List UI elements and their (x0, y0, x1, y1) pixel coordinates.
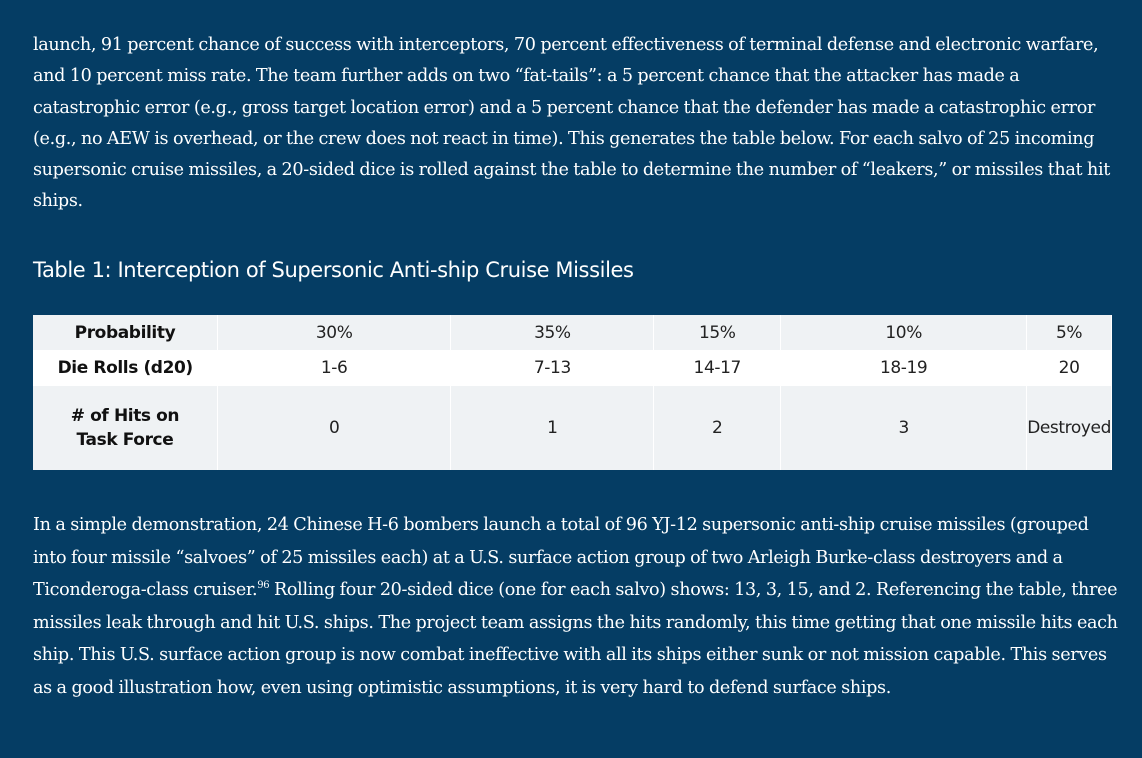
table-cell: 7-13 (533, 358, 571, 378)
table-cell: 20 (1058, 358, 1080, 378)
table-cell: 30% (217, 315, 450, 350)
table-cell: 15% (654, 315, 781, 350)
footnote-ref[interactable]: 96 (257, 580, 270, 592)
table-row-hits (33, 386, 1112, 470)
table-cell: 5% (1027, 315, 1112, 350)
paragraph-text: In a simple demonstration, 24 Chinese H-6 bombers launch a total of 96 YJ-12 supersonic anti-ship cruise missiles (grouped into four missile “salvoes” of 25 missiles each) at a U.S. surface action group of two Arleigh Burke-class destroyers and a Ticonderoga-class cruiser. (33, 515, 1089, 601)
table-cell: 1-6 (320, 358, 348, 378)
paragraph-text: Rolling four 20-sided dice (one for each salvo) shows: 13, 3, 15, and 2. Referencing the table, three missiles leak through and hit U.S. ships. The project team assigns the hits randomly, this time getting that one missile hits each ship. This U.S. surface action group is now combat ineffective with all its ships either sunk or not mission capable. This serves as a good illustration how, even using optimistic assumptions, it is very hard to defend surface ships. (33, 580, 1118, 698)
table-cell: 3 (781, 386, 1027, 470)
interception-table (33, 315, 1112, 470)
table-cell: 18-19 (879, 358, 928, 378)
table-cell: Destroyed (1027, 386, 1112, 470)
row-header: # of Hits on Task Force (33, 386, 217, 470)
table-cell: 0 (217, 386, 450, 470)
table-cell: 35% (451, 315, 654, 350)
table-cell: 14-17 (693, 358, 741, 378)
row-header: Probability (33, 315, 217, 350)
table-cell: 2 (654, 386, 781, 470)
table-cell: 10% (781, 315, 1027, 350)
table-row-probability (33, 315, 1112, 350)
table-row-die-rolls (33, 350, 1112, 386)
body-paragraph (33, 509, 1118, 705)
table-title: Table 1: Interception of Supersonic Anti-ship Cruise Missiles (33, 258, 634, 282)
body-paragraph: launch, 91 percent chance of success with interceptors, 70 percent effectiveness of terminal defense and electronic warfare, and 10 percent miss rate. The team further adds on two “fat-tails”: a 5 percent chance that the attacker has made a catastrophic error (e.g., gross target location error) and a 5 percent chance that the defender has made a catastrophic error (e.g., no AEW is overhead, or the crew does not react in time). This generates the table below. For each salvo of 25 incoming supersonic cruise missiles, a 20-sided dice is rolled against the table to determine the number of “leakers,” or missiles that hit ships. (33, 35, 1110, 212)
table-cell: 1 (451, 386, 654, 470)
row-header: Die Rolls (d20) (57, 358, 193, 378)
